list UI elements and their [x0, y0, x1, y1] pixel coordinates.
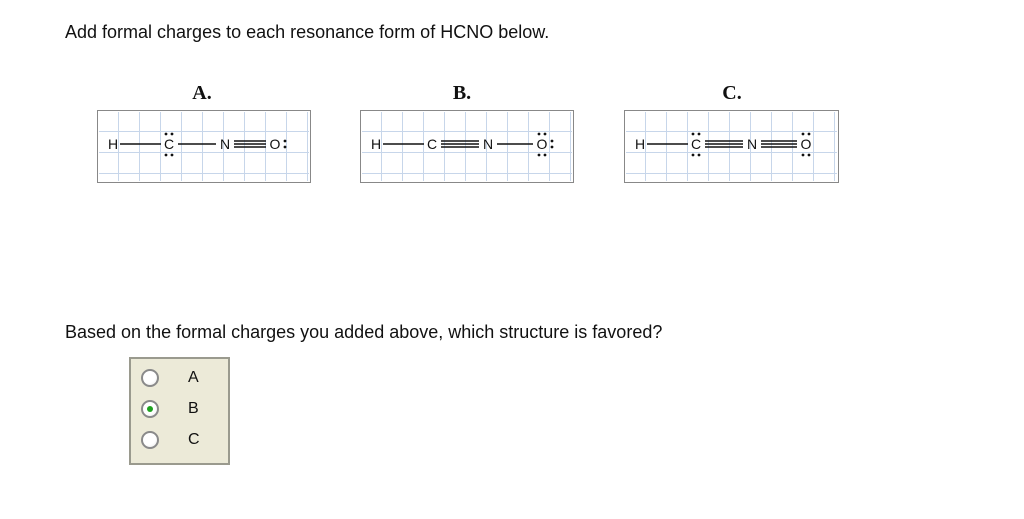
radio-button-a[interactable] [141, 369, 159, 387]
atom-n: N [482, 136, 494, 152]
radio-dot-icon [147, 406, 153, 412]
option-c[interactable] [131, 426, 228, 456]
atom-h: H [634, 136, 646, 152]
atom-h: H [107, 136, 119, 152]
structure-a-drawing [98, 111, 310, 182]
option-b[interactable] [131, 395, 228, 425]
question-1-text: Add formal charges to each resonance form of HCNO below. [65, 22, 550, 42]
option-a[interactable] [131, 364, 228, 394]
atom-o: O [800, 136, 812, 152]
question-2-text: Based on the formal charges you added above, which structure is favored? [65, 322, 663, 342]
radio-button-b[interactable] [141, 400, 159, 418]
atom-o: O [269, 136, 281, 152]
radio-button-c[interactable] [141, 431, 159, 449]
structure-b-drawing [361, 111, 573, 182]
atom-c: C [690, 136, 702, 152]
structure-a-canvas[interactable] [97, 110, 311, 183]
atom-c: C [426, 136, 438, 152]
atom-h: H [370, 136, 382, 152]
structure-a-label: A. [192, 82, 212, 104]
structure-b-canvas[interactable] [360, 110, 574, 183]
option-c-label: C [188, 431, 200, 448]
structure-b-label: B. [452, 82, 472, 104]
atom-c: C [163, 136, 175, 152]
structure-c-drawing [625, 111, 838, 182]
structure-c-label: C. [722, 82, 742, 104]
atom-n: N [746, 136, 758, 152]
option-b-label: B [188, 400, 199, 417]
option-a-label: A [188, 369, 199, 386]
atom-o: O [536, 136, 548, 152]
answer-options-panel [129, 357, 230, 465]
structure-c-canvas[interactable] [624, 110, 839, 183]
atom-n: N [219, 136, 231, 152]
